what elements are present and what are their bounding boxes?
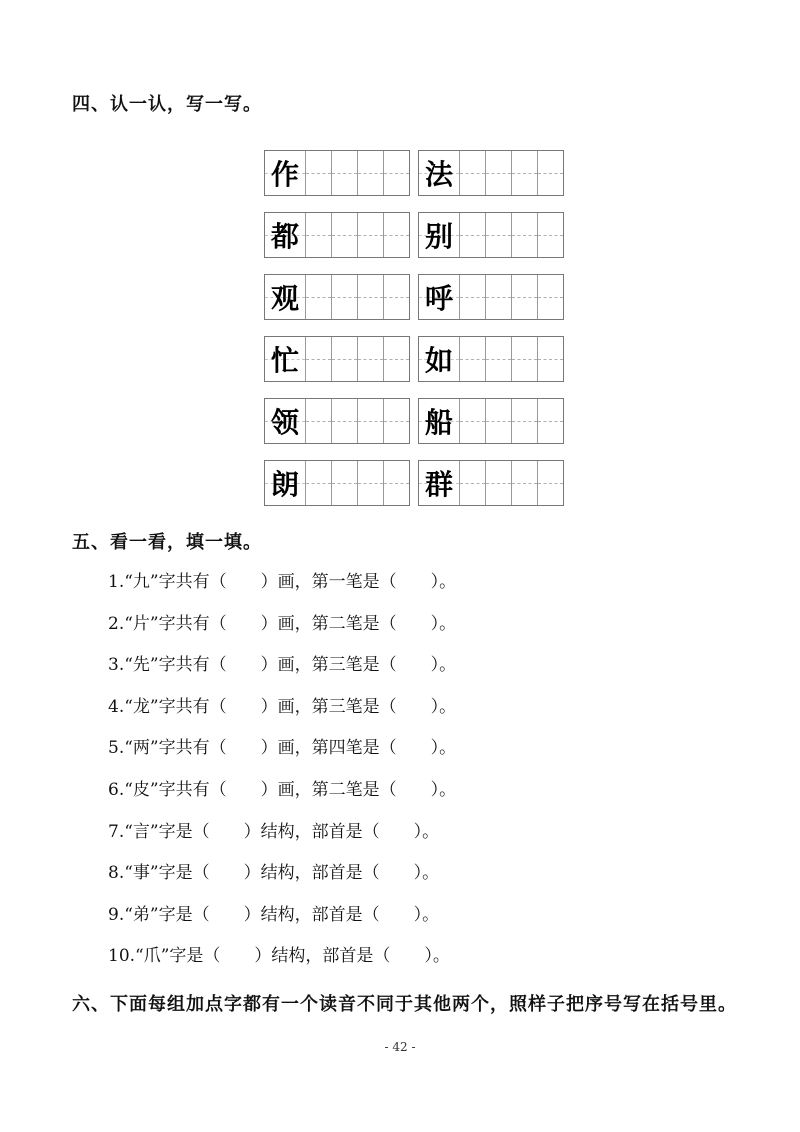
writing-cell[interactable] [357, 399, 383, 443]
model-char: 呼 [424, 282, 453, 315]
model-char: 群 [424, 468, 453, 501]
writing-cell[interactable] [383, 275, 409, 319]
writing-cell[interactable] [511, 213, 537, 257]
model-char-cell [419, 461, 459, 505]
question-item: 7.“言”字是（ ）结构，部首是（ ）。 [108, 821, 440, 842]
model-char-cell [419, 399, 459, 443]
char-practice-box [264, 460, 410, 506]
model-char: 作 [270, 158, 299, 191]
section-6-title: 六、下面每组加点字都有一个读音不同于其他两个，照样子把序号写在括号里。 [72, 994, 737, 1015]
question-list [108, 570, 748, 986]
model-char: 法 [424, 158, 453, 191]
writing-cell[interactable] [383, 337, 409, 381]
writing-cell[interactable] [305, 275, 331, 319]
grid-row [264, 150, 540, 196]
section-4-title: 四、认一认，写一写。 [72, 94, 262, 115]
writing-cell[interactable] [511, 461, 537, 505]
model-char: 朗 [270, 468, 299, 501]
writing-cell[interactable] [331, 213, 357, 257]
grid-row [264, 336, 540, 382]
writing-cell[interactable] [331, 461, 357, 505]
char-practice-box [418, 398, 564, 444]
writing-cell[interactable] [383, 213, 409, 257]
question-item: 9.“弟”字是（ ）结构，部首是（ ）。 [108, 904, 440, 925]
model-char-cell [265, 275, 305, 319]
writing-cell[interactable] [537, 275, 563, 319]
writing-cell[interactable] [537, 399, 563, 443]
model-char-cell [265, 461, 305, 505]
page-number: - 42 - [384, 1040, 416, 1054]
character-practice-grid [264, 150, 540, 522]
writing-cell[interactable] [331, 151, 357, 195]
writing-cell[interactable] [331, 275, 357, 319]
writing-cell[interactable] [485, 399, 511, 443]
question-item: 10.“爪”字是（ ）结构，部首是（ ）。 [108, 946, 450, 967]
writing-cell[interactable] [459, 213, 485, 257]
writing-cell[interactable] [383, 461, 409, 505]
writing-cell[interactable] [331, 399, 357, 443]
grid-row [264, 398, 540, 444]
writing-cell[interactable] [485, 151, 511, 195]
char-practice-box [418, 212, 564, 258]
writing-cell[interactable] [383, 151, 409, 195]
writing-cell[interactable] [459, 461, 485, 505]
question-item: 5.“两”字共有（ ）画，第四笔是（ ）。 [108, 738, 457, 759]
writing-cell[interactable] [485, 213, 511, 257]
writing-cell[interactable] [305, 461, 331, 505]
writing-cell[interactable] [459, 399, 485, 443]
writing-cell[interactable] [511, 399, 537, 443]
writing-cell[interactable] [305, 399, 331, 443]
writing-cell[interactable] [305, 337, 331, 381]
writing-cell[interactable] [305, 151, 331, 195]
model-char: 船 [424, 406, 453, 439]
model-char: 领 [270, 406, 299, 439]
char-practice-box [418, 336, 564, 382]
model-char-cell [265, 151, 305, 195]
char-practice-box [264, 336, 410, 382]
question-item: 4.“龙”字共有（ ）画，第三笔是（ ）。 [108, 696, 457, 717]
model-char: 忙 [270, 344, 299, 377]
writing-cell[interactable] [537, 213, 563, 257]
writing-cell[interactable] [511, 337, 537, 381]
question-item: 2.“片”字共有（ ）画，第二笔是（ ）。 [108, 613, 457, 634]
writing-cell[interactable] [331, 337, 357, 381]
question-item: 1.“九”字共有（ ）画，第一笔是（ ）。 [108, 572, 457, 592]
writing-cell[interactable] [485, 461, 511, 505]
char-practice-box [418, 150, 564, 196]
model-char: 都 [270, 220, 299, 253]
writing-cell[interactable] [459, 275, 485, 319]
writing-cell[interactable] [511, 151, 537, 195]
model-char: 别 [424, 220, 453, 253]
question-item: 8.“事”字是（ ）结构，部首是（ ）。 [108, 863, 440, 884]
char-practice-box [418, 460, 564, 506]
writing-cell[interactable] [357, 275, 383, 319]
model-char-cell [419, 337, 459, 381]
writing-cell[interactable] [357, 151, 383, 195]
section-5-title: 五、看一看，填一填。 [72, 532, 262, 553]
char-practice-box [418, 274, 564, 320]
model-char-cell [265, 337, 305, 381]
question-item: 6.“皮”字共有（ ）画，第二笔是（ ）。 [108, 779, 457, 800]
char-practice-box [264, 274, 410, 320]
model-char: 观 [270, 282, 299, 315]
writing-cell[interactable] [357, 213, 383, 257]
writing-cell[interactable] [459, 151, 485, 195]
grid-row [264, 274, 540, 320]
writing-cell[interactable] [485, 337, 511, 381]
writing-cell[interactable] [537, 337, 563, 381]
writing-cell[interactable] [305, 213, 331, 257]
writing-cell[interactable] [537, 151, 563, 195]
grid-row [264, 460, 540, 506]
model-char-cell [265, 399, 305, 443]
writing-cell[interactable] [357, 461, 383, 505]
char-practice-box [264, 398, 410, 444]
model-char: 如 [424, 344, 453, 377]
char-practice-box [264, 212, 410, 258]
model-char-cell [265, 213, 305, 257]
writing-cell[interactable] [485, 275, 511, 319]
writing-cell[interactable] [511, 275, 537, 319]
writing-cell[interactable] [357, 337, 383, 381]
writing-cell[interactable] [459, 337, 485, 381]
model-char-cell [419, 275, 459, 319]
model-char-cell [419, 151, 459, 195]
grid-row [264, 212, 540, 258]
model-char-cell [419, 213, 459, 257]
writing-cell[interactable] [537, 461, 563, 505]
question-item: 3.“先”字共有（ ）画，第三笔是（ ）。 [108, 655, 457, 676]
char-practice-box [264, 150, 410, 196]
writing-cell[interactable] [383, 399, 409, 443]
